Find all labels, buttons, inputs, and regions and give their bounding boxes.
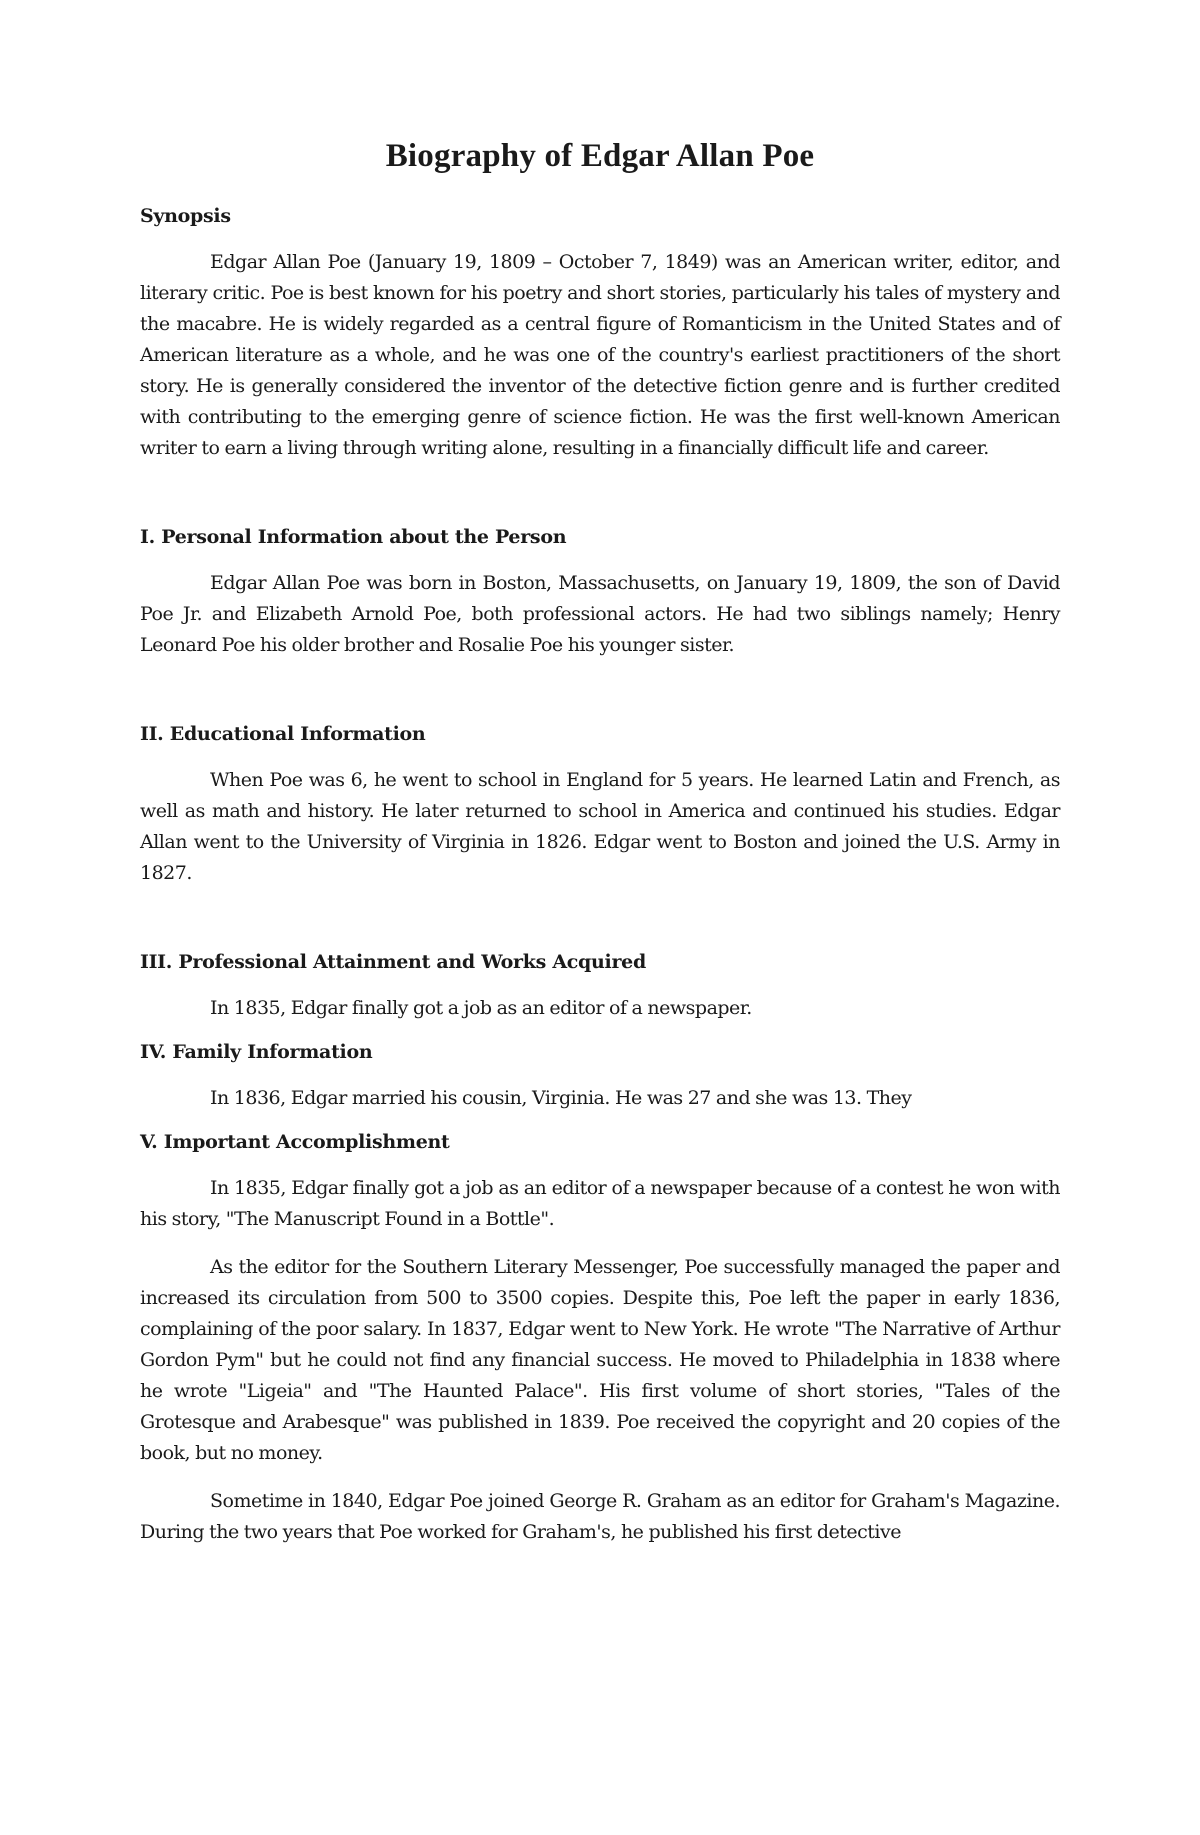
section-heading-synopsis: Synopsis (140, 205, 231, 227)
section-personal-information (140, 526, 1060, 661)
section-heading-professional-attainment: III. Professional Attainment and Works Acquired (140, 951, 646, 973)
section-professional-attainment (140, 951, 1060, 1024)
section-spacer (140, 661, 1060, 723)
family-information-paragraph: In 1836, Edgar married his cousin, Virginia. He was 27 and she was 13. They (210, 1087, 912, 1109)
accomplishment-paragraph: In 1835, Edgar finally got a job as an editor of a newspaper because of a contest he won with his story, "The Manuscript Found in a Bottle". (140, 1177, 1060, 1230)
section-synopsis (140, 205, 1060, 464)
accomplishment-paragraph: Sometime in 1840, Edgar Poe joined George R. Graham as an editor for Graham's Magazine. During the two years that Poe worked for Graham's, he published his first detective (140, 1490, 1060, 1543)
professional-attainment-paragraph: In 1835, Edgar finally got a job as an editor of a newspaper. (210, 997, 752, 1019)
section-heading-important-accomplishment: V. Important Accomplishment (140, 1131, 450, 1153)
section-heading-educational-information: II. Educational Information (140, 723, 426, 745)
document-body (140, 138, 1060, 1548)
section-heading-personal-information: I. Personal Information about the Person (140, 526, 567, 548)
section-important-accomplishment (140, 1131, 1060, 1548)
document-title: Biography of Edgar Allan Poe (385, 138, 815, 174)
section-family-information (140, 1041, 1060, 1114)
section-spacer (140, 1024, 1060, 1041)
section-spacer (140, 1114, 1060, 1131)
section-spacer (140, 464, 1060, 526)
synopsis-paragraph: Edgar Allan Poe (January 19, 1809 – October 7, 1849) was an American writer, editor, and literary critic. Poe is best known for his poetry and short stories, particularly his tales of mystery and the macabre. He is widely regarded as a central figure of Romanticism in the United States and of American literature as a whole, and he was one of the country's earliest practitioners of the short story. He is generally considered the inventor of the detective fiction genre and is further credited with contributing to the emerging genre of science fiction. He was the first well-known American writer to earn a living through writing alone, resulting in a financially difficult life and career. (140, 251, 1060, 459)
accomplishment-paragraph: As the editor for the Southern Literary Messenger, Poe successfully managed the paper and increased its circulation from 500 to 3500 copies. Despite this, Poe left the paper in early 1836, complaining of the poor salary. In 1837, Edgar went to New York. He wrote "The Narrative of Arthur Gordon Pym" but he could not find any financial success. He moved to Philadelphia in 1838 where he wrote "Ligeia" and "The Haunted Palace". His first volume of short stories, "Tales of the Grotesque and Arabesque" was published in 1839. Poe received the copyright and 20 copies of the book, but no money. (140, 1256, 1060, 1464)
personal-information-paragraph: Edgar Allan Poe was born in Boston, Massachusetts, on January 19, 1809, the son of David Poe Jr. and Elizabeth Arnold Poe, both professional actors. He had two siblings namely; Henry Leonard Poe his older brother and Rosalie Poe his younger sister. (140, 572, 1060, 656)
section-educational-information (140, 723, 1060, 889)
educational-information-paragraph: When Poe was 6, he went to school in England for 5 years. He learned Latin and French, as well as math and history. He later returned to school in America and continued his studies. Edgar Allan went to the University of Virginia in 1826. Edgar went to Boston and joined the U.S. Army in 1827. (140, 769, 1060, 884)
section-heading-family-information: IV. Family Information (140, 1041, 373, 1063)
section-spacer (140, 889, 1060, 951)
